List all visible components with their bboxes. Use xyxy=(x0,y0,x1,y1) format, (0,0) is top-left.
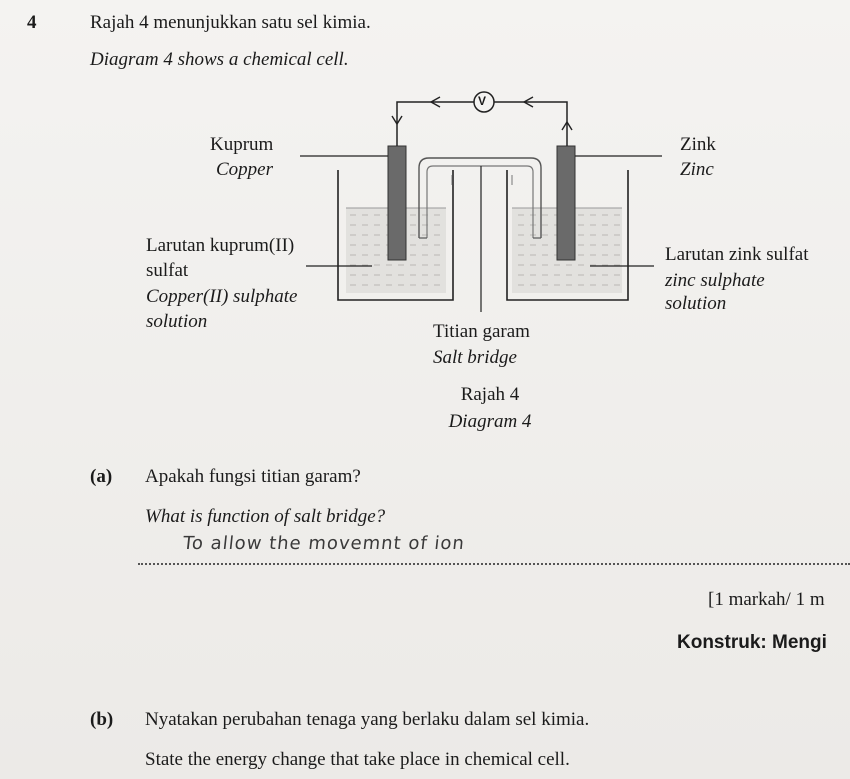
label-right-solution-en-2: solution xyxy=(665,293,727,314)
label-left-solution-en-2: solution xyxy=(146,311,208,332)
part-b-question-ms: Nyatakan perubahan tenaga yang berlaku dalam sel kimia. xyxy=(145,709,590,730)
caption-ms: Rajah 4 xyxy=(460,384,520,405)
label-bridge-ms: Titian garam xyxy=(433,321,530,342)
label-bridge-en: Salt bridge xyxy=(433,347,517,368)
label-zinc-en: Zinc xyxy=(680,159,714,180)
intro-english: Diagram 4 shows a chemical cell. xyxy=(90,49,349,70)
label-right-solution-ms: Larutan zink sulfat xyxy=(665,244,809,265)
label-copper-en: Copper xyxy=(216,159,273,180)
part-a-question-en: What is function of salt bridge? xyxy=(145,506,386,527)
zinc-electrode xyxy=(557,146,575,260)
label-right-solution-en-1: zinc sulphate xyxy=(665,270,765,291)
handwritten-answer: To allow the movemnt of ion xyxy=(181,533,467,554)
answer-line xyxy=(138,563,850,565)
label-left-solution-ms-1: Larutan kuprum(II) xyxy=(146,235,295,256)
part-a-marks: [1 markah/ 1 m xyxy=(708,589,825,610)
part-a-construct: Konstruk: Mengi xyxy=(677,632,827,653)
question-number: 4 xyxy=(27,12,37,33)
caption-en: Diagram 4 xyxy=(448,411,532,432)
intro-malay: Rajah 4 menunjukkan satu sel kimia. xyxy=(90,12,371,33)
part-a-label: (a) xyxy=(90,466,113,487)
label-zinc-ms: Zink xyxy=(680,134,716,155)
part-b-label: (b) xyxy=(90,709,114,730)
part-a-question-ms: Apakah fungsi titian garam? xyxy=(145,466,361,487)
label-copper-ms: Kuprum xyxy=(210,134,274,155)
label-left-solution-en-1: Copper(II) sulphate xyxy=(146,286,298,307)
copper-electrode xyxy=(388,146,406,260)
part-b-question-en: State the energy change that take place in chemical cell. xyxy=(145,749,570,770)
voltmeter-label: V xyxy=(478,94,487,108)
label-left-solution-ms-2: sulfat xyxy=(146,260,189,281)
